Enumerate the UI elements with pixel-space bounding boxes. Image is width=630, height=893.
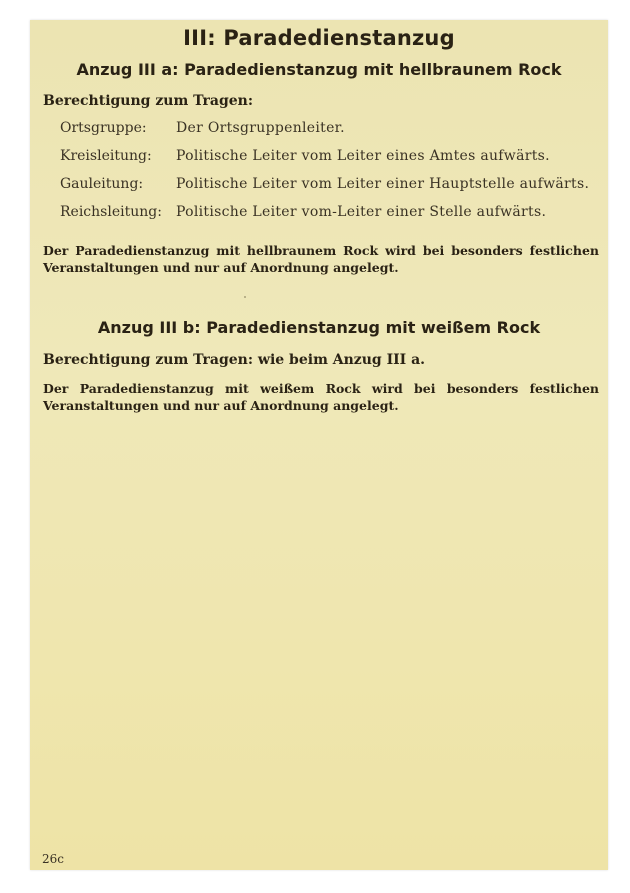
entitlement-row [60, 148, 600, 170]
paper-speck [244, 296, 246, 298]
entitlement-row [60, 204, 600, 226]
unit-label: Gauleitung: [60, 176, 144, 192]
entitlement-row [60, 120, 600, 142]
entitled-persons: Politische Leiter vom Leiter eines Amtes aufwärts. [176, 148, 550, 164]
entitlement-row [60, 176, 600, 198]
unit-label: Kreisleitung: [60, 148, 152, 164]
page-title: III: Paradedienstanzug [183, 26, 455, 50]
suit-a-heading: Anzug III a: Paradedienstanzug mit hellbraunem Rock [76, 60, 562, 79]
unit-label: Reichsleitung: [60, 204, 162, 220]
entitled-persons: Der Ortsgruppenleiter. [176, 120, 345, 136]
entitled-persons: Politische Leiter vom-Leiter einer Stelle aufwärts. [176, 204, 547, 220]
entitled-persons: Politische Leiter vom Leiter einer Hauptstelle aufwärts. [176, 176, 590, 192]
suit-b-entitlement-label: Berechtigung zum Tragen: wie beim Anzug III a. [43, 352, 426, 368]
suit-b-note: Der Paradedienstanzug mit weißem Rock wird bei besonders festlichen Veranstaltungen und nur auf Anordnung angelegt. [43, 381, 599, 413]
suit-b-heading: Anzug III b: Paradedienstanzug mit weißem Rock [97, 318, 541, 337]
suit-a-note: Der Paradedienstanzug mit hellbraunem Rock wird bei besonders festlichen Veranstaltungen und nur auf Anordnung angelegt. [43, 243, 599, 275]
page-number: 26c [42, 852, 64, 866]
unit-label: Ortsgruppe: [60, 120, 147, 136]
document-page [30, 20, 608, 870]
suit-a-entitlement-label: Berechtigung zum Tragen: [43, 93, 254, 109]
